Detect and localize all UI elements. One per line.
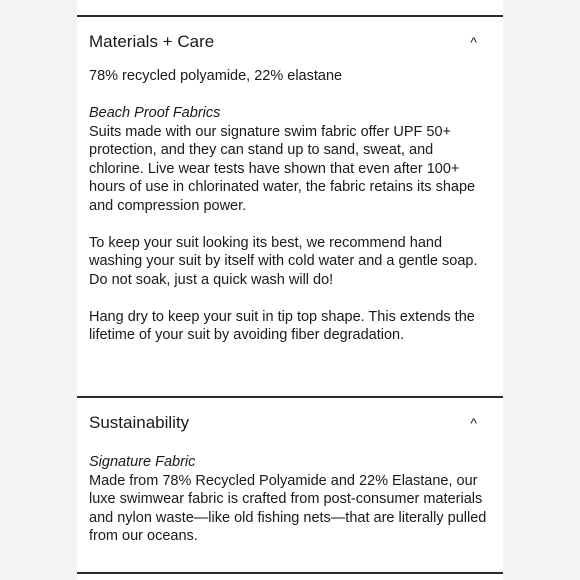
care-text: To keep your suit looking its best, we recommend hand washing your suit by itself with cold water and a gentle soap. Do not soak, just a quick wash will do! bbox=[89, 234, 478, 288]
dry-text: Hang dry to keep your suit in tip top shape. This extends the lifetime of your suit by avoiding fiber degradation. bbox=[89, 308, 475, 343]
divider bbox=[77, 572, 503, 574]
materials-care-content bbox=[77, 67, 503, 345]
fabric-text: Suits made with our signature swim fabric offer UPF 50+ protection, and they can stand up to sand, sweat, and chlorine. Live wear tests have shown that even after 100+ hours of use in chlorinated water, the fabric retains its shape and compression power. bbox=[89, 123, 476, 214]
materials-care-section bbox=[77, 17, 503, 363]
signature-fabric-text: Made from 78% Recycled Polyamide and 22% Elastane, our luxe swimwear fabric is crafted from post-consumer materials and nylon waste—like old fishing nets—that are literally pulled from our oceans. bbox=[89, 472, 487, 544]
sustainability-header[interactable] bbox=[77, 398, 503, 448]
signature-fabric-paragraph bbox=[89, 453, 491, 546]
signature-fabric-heading: Signature Fabric bbox=[89, 454, 196, 470]
sustainability-title: Sustainability bbox=[89, 413, 190, 432]
sustainability-section bbox=[77, 398, 503, 564]
fabric-paragraph bbox=[89, 104, 491, 215]
chevron-up-icon[interactable]: ^ bbox=[470, 415, 477, 431]
chevron-up-icon[interactable]: ^ bbox=[470, 34, 477, 50]
materials-care-title: Materials + Care bbox=[89, 32, 215, 51]
composition-text: 78% recycled polyamide, 22% elastane bbox=[89, 68, 343, 84]
product-details-panel bbox=[77, 0, 503, 580]
materials-care-header[interactable] bbox=[77, 17, 503, 67]
sustainability-content bbox=[77, 448, 503, 546]
fabric-heading: Beach Proof Fabrics bbox=[89, 105, 221, 121]
